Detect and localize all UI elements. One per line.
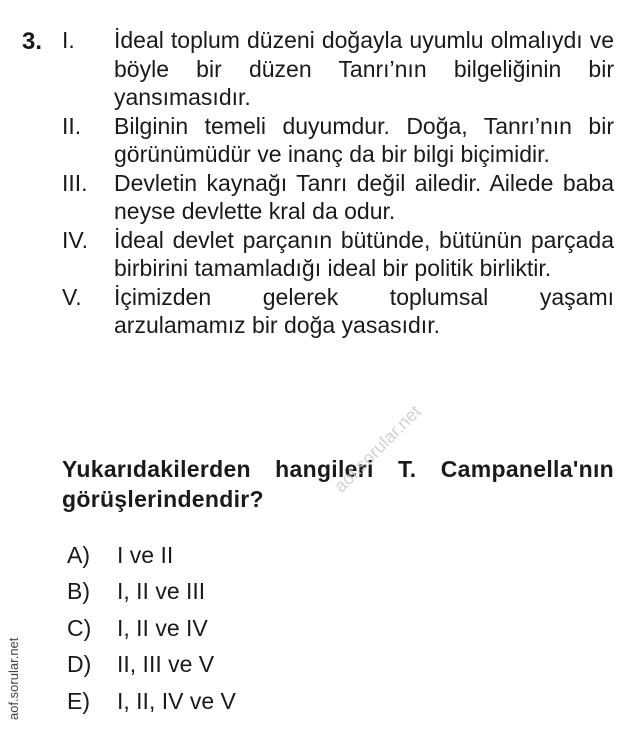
statement-text: İdeal toplum düzeni doğayla uyumlu olmalıydı ve böyle bir düzen Tanrı’nın bilgeliğinin bir yansımasıdır. (114, 27, 614, 110)
statement-numeral: V. (62, 283, 82, 310)
option-e[interactable] (67, 683, 236, 720)
statement-numeral: II. (62, 112, 82, 139)
option-text: II, III ve V (117, 651, 215, 678)
option-text: I, II, IV ve V (117, 687, 236, 714)
statement-text: İçimizden gelerek toplumsal yaşamı arzulamamız bir doğa yasasıdır. (114, 283, 614, 338)
statement-numeral: IV. (62, 226, 89, 253)
statement-text: İdeal devlet parçanın bütünde, bütünün parçada birbirini tamamladığı ideal bir politik birliktir. (114, 226, 614, 281)
statement-item (62, 169, 614, 226)
statement-item (62, 26, 614, 112)
side-watermark: aof.sorular.net (6, 637, 21, 720)
option-letter: C) (67, 614, 92, 641)
statement-text: Devletin kaynağı Tanrı değil ailedir. Ailede baba neyse devlette kral da odur. (114, 169, 614, 224)
statement-item (62, 112, 614, 169)
option-text: I ve II (117, 541, 174, 568)
option-letter: B) (67, 578, 90, 605)
option-letter: A) (67, 541, 90, 568)
statement-numeral: III. (62, 169, 88, 196)
statement-numeral: I. (62, 27, 75, 53)
question-number: 3. (22, 28, 43, 55)
option-text: I, II ve III (117, 578, 206, 605)
statement-item (62, 283, 614, 340)
option-letter: E) (67, 687, 90, 714)
option-a[interactable] (67, 537, 236, 574)
statement-text: Bilginin temeli duyumdur. Doğa, Tanrı’nın bir görünümüdür ve inanç da bir bilgi biçimidir. (114, 112, 614, 167)
answer-options (67, 537, 236, 720)
watermark: aof.sorular.net (330, 401, 425, 497)
question-stem: Yukarıdakilerden hangileri T. Campanella'nın görüşlerindendir? (62, 456, 614, 512)
option-letter: D) (67, 651, 92, 678)
option-c[interactable] (67, 610, 236, 647)
statement-item (62, 226, 614, 283)
option-d[interactable] (67, 647, 236, 684)
statement-list (62, 26, 614, 340)
option-text: I, II ve IV (117, 614, 208, 641)
option-b[interactable] (67, 574, 236, 611)
